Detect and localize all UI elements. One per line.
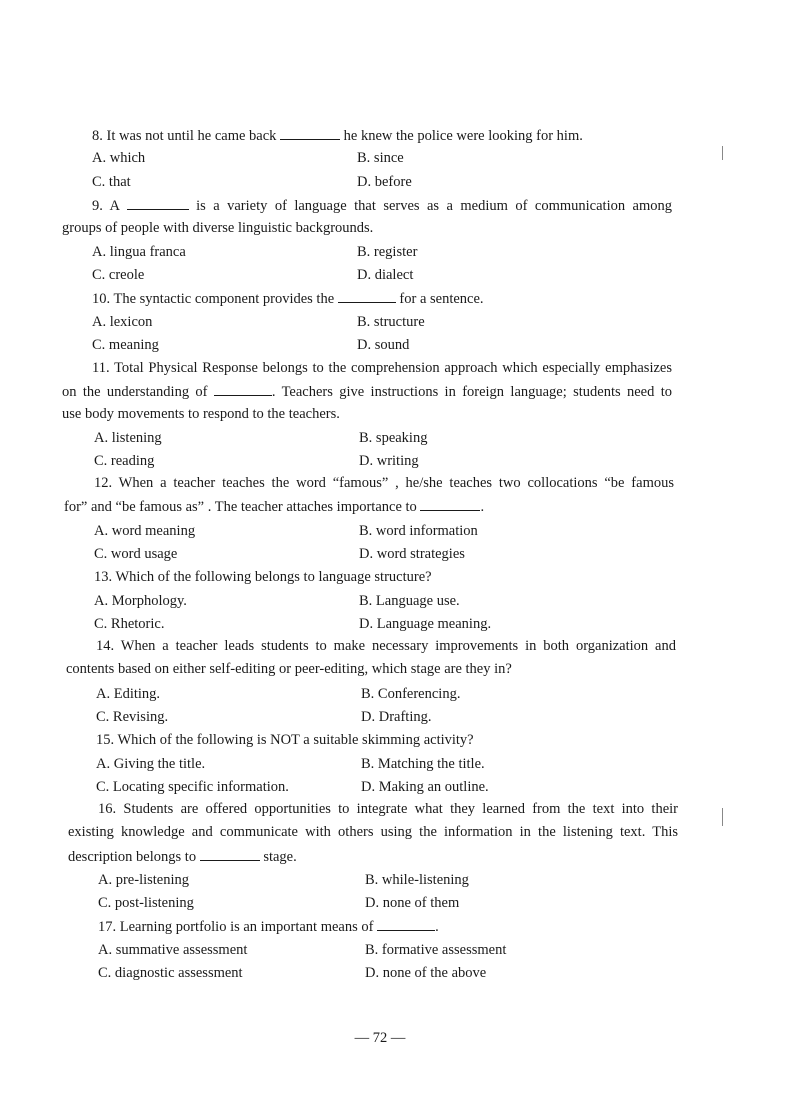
option-b: B. Matching the title. bbox=[361, 756, 485, 772]
question-17: 17. Learning portfolio is an important means of . bbox=[98, 919, 439, 935]
question-16: 16. Students are offered opportunities to integrate what they learned from the text into their bbox=[98, 801, 678, 817]
answer-blank bbox=[214, 382, 272, 396]
question-12: 12. When a teacher teaches the word “famous” , he/she teaches two collocations “be famous bbox=[94, 475, 674, 491]
option-c: C. creole bbox=[92, 267, 145, 283]
question-12-line-2: for” and “be famous as” . The teacher attaches importance to . bbox=[64, 499, 485, 515]
option-c: C. that bbox=[92, 174, 131, 190]
option-a: A. pre-listening bbox=[98, 872, 190, 888]
option-d: D. writing bbox=[359, 453, 419, 469]
question-13: 13. Which of the following belongs to language structure? bbox=[94, 569, 432, 585]
option-a: A. Editing. bbox=[96, 686, 161, 702]
option-d: D. none of the above bbox=[365, 965, 487, 981]
option-d: D. none of them bbox=[365, 895, 460, 911]
option-c: C. post-listening bbox=[98, 895, 194, 911]
option-a: A. listening bbox=[94, 430, 162, 446]
option-a: A. word meaning bbox=[94, 523, 196, 539]
question-9-line-2: groups of people with diverse linguistic backgrounds. bbox=[62, 220, 374, 236]
question-11-line-2: on the understanding of . Teachers give instructions in foreign language; students need to bbox=[62, 384, 673, 400]
option-a: A. which bbox=[92, 150, 146, 166]
answer-blank bbox=[280, 126, 340, 140]
option-b: B. register bbox=[357, 244, 418, 260]
question-9: 9. A is a variety of language that serves as a medium of communication among bbox=[92, 198, 673, 214]
question-15: 15. Which of the following is NOT a suitable skimming activity? bbox=[96, 732, 474, 748]
option-c: C. Locating specific information. bbox=[96, 779, 289, 795]
question-16-line-2: existing knowledge and communicate with others using the information in the listening text. This bbox=[68, 824, 678, 840]
answer-blank bbox=[127, 196, 189, 210]
question-8: 8. It was not until he came back he knew the police were looking for him. bbox=[92, 128, 583, 144]
option-c: C. word usage bbox=[94, 546, 178, 562]
option-d: D. word strategies bbox=[359, 546, 465, 562]
question-10: 10. The syntactic component provides the for a sentence. bbox=[92, 291, 484, 307]
option-d: D. Language meaning. bbox=[359, 616, 492, 632]
option-a: A. Giving the title. bbox=[96, 756, 206, 772]
option-b: B. Language use. bbox=[359, 593, 460, 609]
option-b: B. speaking bbox=[359, 430, 428, 446]
scan-mark bbox=[722, 808, 723, 826]
option-a: A. lexicon bbox=[92, 314, 153, 330]
option-d: D. before bbox=[357, 174, 412, 190]
option-b: B. Conferencing. bbox=[361, 686, 461, 702]
option-c: C. Revising. bbox=[96, 709, 169, 725]
question-14: 14. When a teacher leads students to make necessary improvements in both organization and bbox=[96, 638, 676, 654]
option-c: C. meaning bbox=[92, 337, 159, 353]
option-c: C. reading bbox=[94, 453, 155, 469]
option-b: B. formative assessment bbox=[365, 942, 507, 958]
option-a: A. lingua franca bbox=[92, 244, 186, 260]
answer-blank bbox=[338, 289, 396, 303]
question-14-line-2: contents based on either self-editing or peer-editing, which stage are they in? bbox=[66, 661, 512, 677]
option-a: A. Morphology. bbox=[94, 593, 187, 609]
option-b: B. while-listening bbox=[365, 872, 469, 888]
question-16-line-3: description belongs to stage. bbox=[68, 849, 297, 865]
option-d: D. Making an outline. bbox=[361, 779, 489, 795]
question-11-line-3: use body movements to respond to the teachers. bbox=[62, 406, 340, 422]
question-11: 11. Total Physical Response belongs to the comprehension approach which especially emphasizes bbox=[92, 360, 672, 376]
option-b: B. structure bbox=[357, 314, 425, 330]
page-number: — 72 — bbox=[354, 1030, 406, 1046]
scan-mark bbox=[722, 146, 723, 160]
option-d: D. Drafting. bbox=[361, 709, 432, 725]
option-d: D. sound bbox=[357, 337, 410, 353]
option-a: A. summative assessment bbox=[98, 942, 248, 958]
option-b: B. word information bbox=[359, 523, 478, 539]
option-d: D. dialect bbox=[357, 267, 414, 283]
answer-blank bbox=[200, 847, 260, 861]
answer-blank bbox=[377, 917, 435, 931]
option-c: C. Rhetoric. bbox=[94, 616, 165, 632]
option-c: C. diagnostic assessment bbox=[98, 965, 243, 981]
answer-blank bbox=[420, 497, 480, 511]
option-b: B. since bbox=[357, 150, 404, 166]
